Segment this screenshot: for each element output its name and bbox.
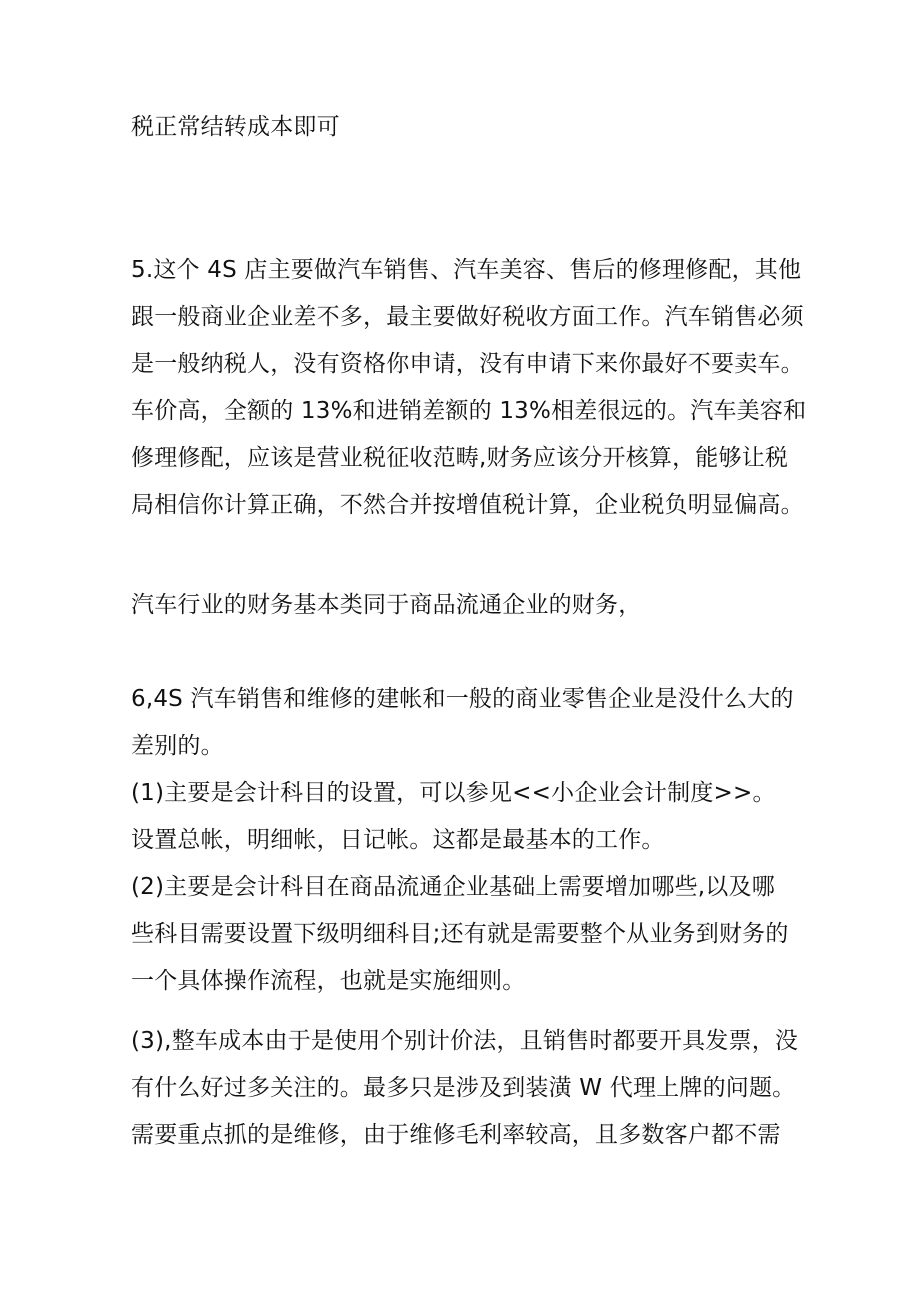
text-line: 6,4S 汽车销售和维修的建帐和一般的商业零售企业是没什么大的 bbox=[131, 686, 794, 712]
text-line: 跟一般商业企业差不多，最主要做好税收方面工作。汽车销售必须 bbox=[131, 304, 804, 330]
text-line: 车价高，全额的 13%和进销差额的 13%相差很远的。汽车美容和 bbox=[131, 398, 807, 424]
text-line: 是一般纳税人，没有资格你申请，没有申请下来你最好不要卖车。 bbox=[131, 351, 804, 377]
text-line: 汽车行业的财务基本类同于商品流通企业的财务， bbox=[131, 592, 642, 618]
text-line: (3),整车成本由于是使用个别计价法，且销售时都要开具发票，没 bbox=[131, 1028, 799, 1054]
text-line: 税正常结转成本即可 bbox=[131, 114, 340, 140]
text-line: (1)主要是会计科目的设置，可以参见<<小企业会计制度>>。 bbox=[131, 780, 776, 806]
text-line: 5.这个 4S 店主要做汽车销售、汽车美容、售后的修理修配，其他 bbox=[131, 257, 802, 283]
text-line: 差别的。 bbox=[131, 733, 224, 759]
text-line: 些科目需要设置下级明细科目;还有就是需要整个从业务到财务的 bbox=[131, 921, 789, 947]
text-line: 一个具体操作流程，也就是实施细则。 bbox=[131, 968, 526, 994]
text-line: 需要重点抓的是维修，由于维修毛利率较高，且多数客户都不需 bbox=[131, 1122, 781, 1148]
text-line: 设置总帐，明细帐，日记帐。这都是最基本的工作。 bbox=[131, 827, 665, 853]
text-line: 有什么好过多关注的。最多只是涉及到装潢 W 代理上牌的问题。 bbox=[131, 1075, 796, 1101]
text-line: (2)主要是会计科目在商品流通企业基础上需要增加哪些,以及哪 bbox=[131, 874, 775, 900]
text-line: 修理修配，应该是营业税征收范畴,财务应该分开核算，能够让税 bbox=[131, 445, 789, 471]
text-line: 局相信你计算正确，不然合并按增值税计算，企业税负明显偏高。 bbox=[131, 492, 804, 518]
